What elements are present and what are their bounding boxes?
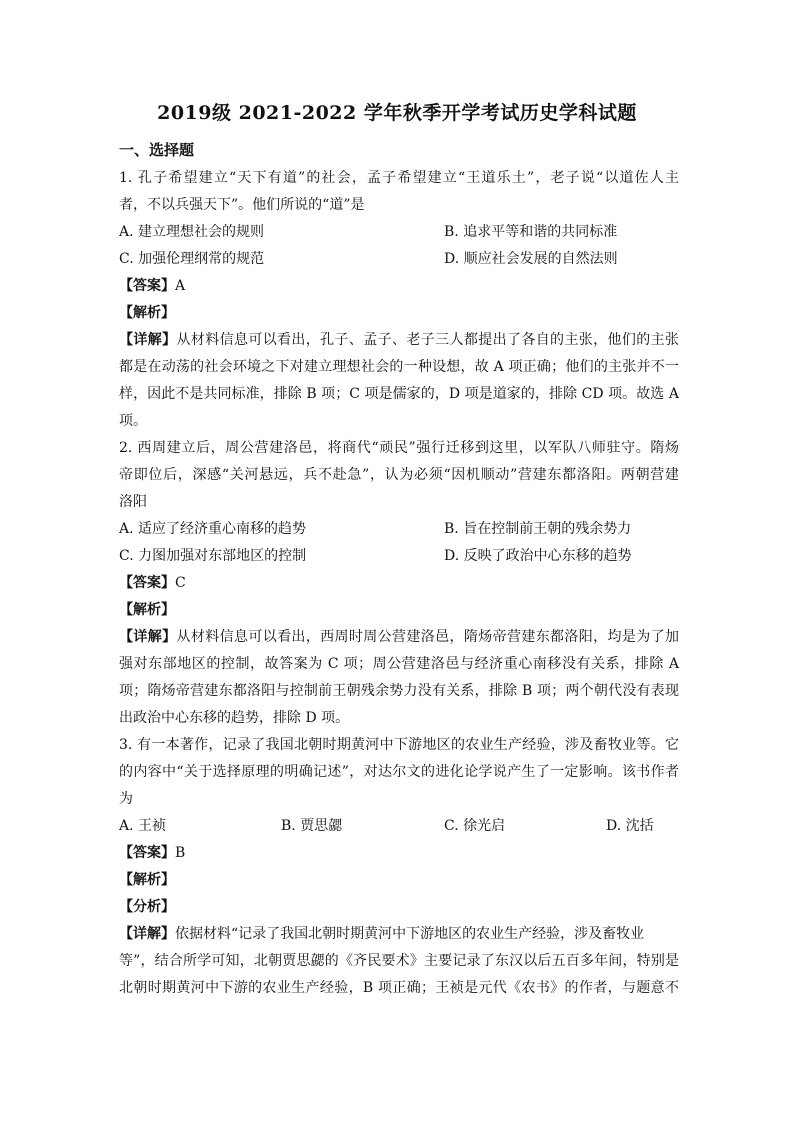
answer-value: C xyxy=(175,575,186,591)
option-b: B. 旨在控制前王朝的残余势力 xyxy=(444,521,632,537)
detail-tag: 【详解】 xyxy=(119,629,177,645)
answer-tag: 【答案】 xyxy=(119,278,175,294)
option-row xyxy=(119,516,679,543)
detail-line xyxy=(119,921,679,948)
detail-line: 都是在动荡的社会环境之下对建立理想社会的一种设想，故 A 项正确；他们的主张并不一 xyxy=(119,359,679,375)
analysis-tag: 【解析】 xyxy=(119,872,175,888)
question-3 xyxy=(119,732,679,1002)
question-stem-line: 洛阳 xyxy=(119,494,147,510)
option-c: C. 徐光启 xyxy=(444,818,506,834)
option-d: D. 顺应社会发展的自然法则 xyxy=(444,251,618,267)
detail-line xyxy=(119,624,679,651)
answer-line xyxy=(119,273,679,300)
option-row xyxy=(119,813,679,840)
answer-value: A xyxy=(175,278,186,294)
option-b: B. 贾思勰 xyxy=(281,818,343,834)
detail-line: 项。 xyxy=(119,413,147,429)
answer-tag: 【答案】 xyxy=(119,845,175,861)
question-stem-line: 帝即位后，深感“关河悬远，兵不赴急”，认为必须“因机顺动”营建东都洛阳。两朝营建 xyxy=(119,467,679,483)
analysis-tag: 【解析】 xyxy=(119,305,175,321)
analysis-tag: 【解析】 xyxy=(119,602,175,618)
detail-tag: 【详解】 xyxy=(119,926,175,942)
option-a: A. 王祯 xyxy=(119,818,167,834)
option-row xyxy=(119,219,679,246)
option-row xyxy=(119,543,679,570)
detail-line xyxy=(119,327,679,354)
page-title: 2019级 2021-2022 学年秋季开学考试历史学科试题 xyxy=(157,102,637,124)
detail-text: 从材料信息可以看出，西周时周公营建洛邑，隋炀帝营建东都洛阳，均是为了加 xyxy=(176,629,680,645)
option-a: A. 建立理想社会的规则 xyxy=(119,224,265,240)
detail-line: 北朝时期黄河中下游的农业生产经验，B 项正确；王祯是元代《农书》的作者，与题意不 xyxy=(119,980,679,996)
detail-line: 出政治中心东移的趋势，排除 D 项。 xyxy=(119,710,350,726)
detail-text: 依据材料“记录了我国北朝时期黄河中下游地区的农业生产经验，涉及畜牧业 xyxy=(175,926,645,942)
option-d: D. 反映了政治中心东移的趋势 xyxy=(444,548,632,564)
answer-line xyxy=(119,570,679,597)
option-d: D. 沈括 xyxy=(606,818,654,834)
option-c: C. 力图加强对东部地区的控制 xyxy=(119,548,307,564)
question-list xyxy=(119,165,679,1002)
question-2 xyxy=(119,435,679,732)
detail-line: 等”，结合所学可知，北朝贾思勰的《齐民要术》主要记录了东汉以后五百多年间，特别是 xyxy=(119,953,679,969)
fenxi-tag: 【分析】 xyxy=(119,899,175,915)
question-stem-line: 1. 孔子希望建立“天下有道”的社会，孟子希望建立“王道乐土”，老子说“以道佐人主 xyxy=(119,170,679,186)
section-heading: 一、选择题 xyxy=(119,141,195,159)
question-stem-line: 者，不以兵强天下”。他们所说的“道”是 xyxy=(119,197,365,213)
detail-text: 从材料信息可以看出，孔子、孟子、老子三人都提出了各自的主张，他们的主张 xyxy=(176,332,680,348)
detail-line: 样，因此不是共同标准，排除 B 项；C 项是儒家的，D 项是道家的，排除 CD 项。故选 A xyxy=(119,386,679,402)
option-row xyxy=(119,246,679,273)
question-stem-line: 为 xyxy=(119,791,133,807)
option-c: C. 加强伦理纲常的规范 xyxy=(119,251,265,267)
question-stem-line: 的内容中“关于选择原理的明确记述”，对达尔文的进化论学说产生了一定影响。该书作者 xyxy=(119,764,679,780)
detail-line: 强对东部地区的控制，故答案为 C 项；周公营建洛邑与经济重心南移没有关系，排除 A xyxy=(119,656,679,672)
question-stem-line: 2. 西周建立后，周公营建洛邑，将商代“顽民”强行迁移到这里，以军队八师驻守。隋炀 xyxy=(119,440,679,456)
question-1 xyxy=(119,165,679,435)
question-stem-line: 3. 有一本著作，记录了我国北朝时期黄河中下游地区的农业生产经验，涉及畜牧业等。它 xyxy=(119,737,679,753)
option-b: B. 追求平等和谐的共同标准 xyxy=(444,224,618,240)
answer-line xyxy=(119,840,679,867)
answer-tag: 【答案】 xyxy=(119,575,175,591)
answer-value: B xyxy=(175,845,186,861)
detail-line: 项；隋炀帝营建东都洛阳与控制前王朝残余势力没有关系，排除 B 项；两个朝代没有表现 xyxy=(119,683,679,699)
option-a: A. 适应了经济重心南移的趋势 xyxy=(119,521,307,537)
detail-tag: 【详解】 xyxy=(119,332,177,348)
